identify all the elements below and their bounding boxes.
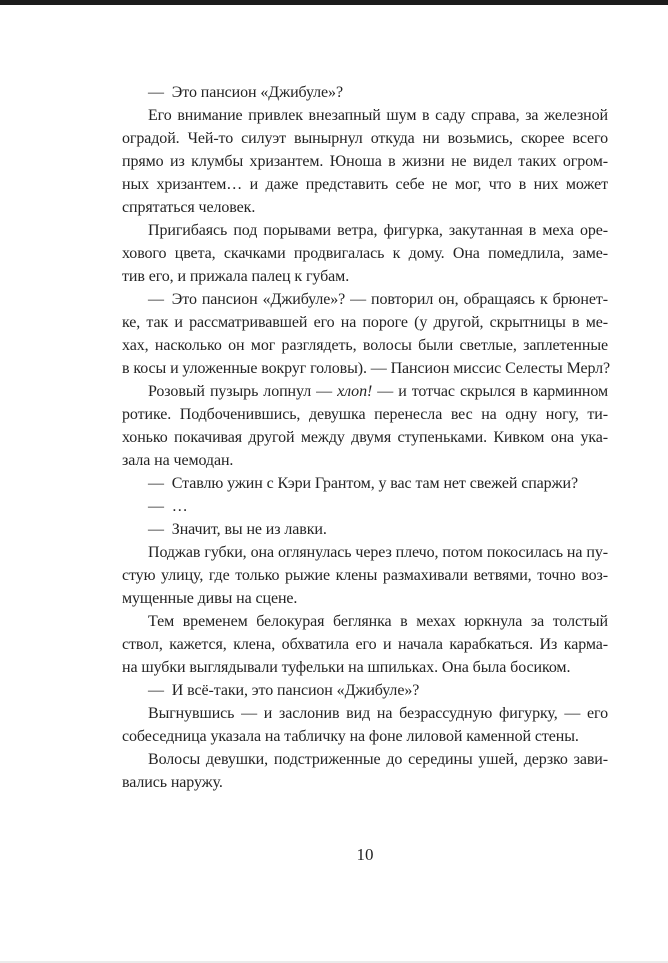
text-line: — … <box>148 498 188 515</box>
window-top-edge <box>0 0 668 5</box>
text-line: — И всё-таки, это пансион «Джибуле»? <box>148 682 420 699</box>
text-line: в косы и уложенные вокруг головы). — Пансион миссис Селесты Мерл? <box>122 360 611 377</box>
text-line: Выгнувшись — и заслонив вид на безрассудную фигурку, — его <box>148 705 608 722</box>
text-line: — Это пансион «Джибуле»? — повторил он, обращаясь к брюнет- <box>148 291 608 308</box>
text-line: — Это пансион «Джибуле»? <box>148 84 343 101</box>
text-line: ных хризантем… и даже представить себе не мог, что в них может <box>122 176 608 193</box>
text-line: ке, так и рассматривавшей его на пороге (у другой, скрытницы в ме- <box>122 314 608 331</box>
text-line: Тем временем белокурая беглянка в мехах юркнула за толстый <box>148 613 608 630</box>
italic-text: хлоп! <box>337 383 373 400</box>
text-line: хонько покачивая другой между двумя ступеньками. Кивком она ука- <box>122 429 608 446</box>
text-line: хового цвета, скачками продвигалась к дому. Она помедлила, заме- <box>122 245 608 262</box>
text-line: Пригибаясь под порывами ветра, фигурка, закутанная в меха оре- <box>148 222 608 239</box>
text-line: спрятаться человек. <box>122 199 256 216</box>
text-line: мущенные дивы на сцене. <box>122 590 298 607</box>
text-line: ротике. Подбоченившись, девушка перенесла вес на одну ногу, ти- <box>122 406 608 423</box>
text-line: оградой. Чей-то силуэт вынырнул откуда ни возьмись, скорее всего <box>122 130 608 147</box>
page-number: 10 <box>356 845 374 864</box>
text-line: на шубки выглядывали туфельки на шпильках. Она была босиком. <box>122 659 571 676</box>
text-line: вались наружу. <box>122 774 223 791</box>
text-line: Поджав губки, она оглянулась через плечо, потом покосилась на пу- <box>148 544 608 561</box>
text-line: Волосы девушки, подстриженные до середины ушей, дерзко зави- <box>148 751 608 768</box>
text-line: собеседница указала на табличку на фоне лиловой каменной стены. <box>122 728 579 745</box>
text-line: — Ставлю ужин с Кэри Грантом, у вас там нет свежей спаржи? <box>148 475 578 492</box>
page-text-block <box>122 81 611 794</box>
text-line: Розовый пузырь лопнул — хлоп! — и тотчас скрылся в карминном <box>148 383 608 400</box>
text-line: прямо из клумбы хризантем. Юноша в жизни не видел таких огром- <box>122 153 608 170</box>
text-line: — Значит, вы не из лавки. <box>148 521 327 538</box>
text-line: стую улицу, где только рыжие клены размахивали ветвями, точно воз- <box>122 567 608 584</box>
text-line: тив его, и прижала палец к губам. <box>122 268 350 285</box>
text-line: ствол, кажется, клена, обхватила его и начала карабкаться. Из карма- <box>122 636 608 653</box>
text-line: хах, насколько он мог разглядеть, волосы были светлые, заплетенные <box>122 337 608 354</box>
text-line: зала на чемодан. <box>122 452 234 469</box>
text-line: Его внимание привлек внезапный шум в саду справа, за железной <box>148 107 608 124</box>
